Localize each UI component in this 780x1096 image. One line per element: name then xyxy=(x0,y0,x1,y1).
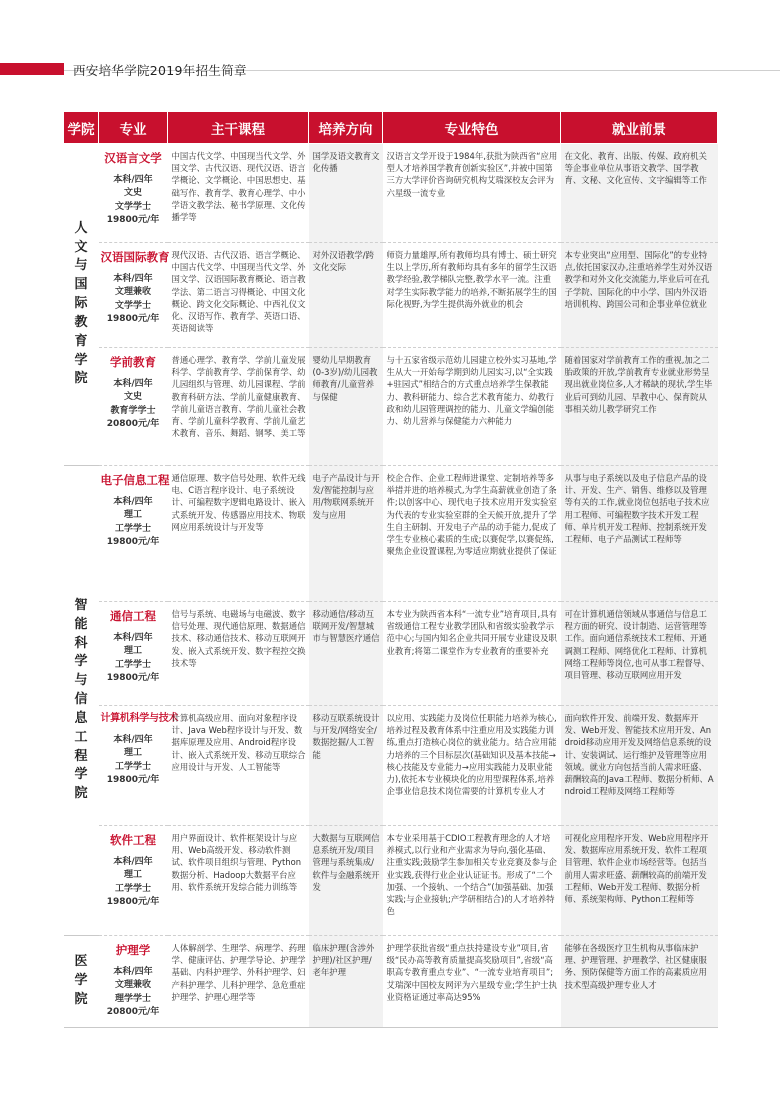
column-header-courses: 主干课程 xyxy=(168,112,309,144)
major-tuition: 19800元/年 xyxy=(106,673,160,684)
college-intelligent-science: 智 能 科 学 与 信 息 工 程 学 院 xyxy=(64,466,99,936)
direction-cell: 电子产品设计与开发/智能控制与应用/物联网系统开发与应用 xyxy=(309,466,383,602)
major-cell xyxy=(99,348,168,466)
major-name: 电子信息工程 xyxy=(100,473,170,487)
prospects-cell: 可在计算机通信领域从事通信与信息工程方面的研究、设计制造、运营管理等工作。面向通信系统技术工程师、开通调测工程师、网络优化工程师、计算机网络工程师等岗位,也可从事工程督导、项目管理、移动互联网应用开发 xyxy=(561,602,718,706)
major-duration: 本科/四年 xyxy=(113,734,153,745)
table-header-row xyxy=(64,112,718,144)
features-cell: 汉语言文学开设于1984年,获批为陕西省“应用型人才培养国学教育创新实验区”,并被中国第三方大学评价咨询研究机构艾瑞深校友会评为六星级一流专业 xyxy=(383,144,561,243)
major-cell xyxy=(99,706,179,826)
major-duration: 本科/四年 xyxy=(113,273,153,284)
major-duration: 本科/四年 xyxy=(113,378,153,389)
major-tuition: 19800元/年 xyxy=(106,215,160,226)
major-cell xyxy=(99,466,168,602)
table-row xyxy=(64,826,718,936)
header-accent-bar xyxy=(0,63,64,75)
major-degree: 文学学士 xyxy=(114,300,151,311)
prospects-cell: 本专业突出“应用型、国际化”的专业特点,依托国家汉办,注重培养学生对外汉语教学和对外文化交流能力,毕业后可在孔子学院、国际化的中小学、国内外汉语培训机构、跨国公司和企事业单位就业 xyxy=(561,243,718,348)
page-title: 西安培华学院2019年招生简章 xyxy=(73,63,247,78)
direction-cell: 对外汉语教学/跨文化交际 xyxy=(309,243,383,348)
direction-cell: 大数据与互联网信息系统开发/项目管理与系统集成/软件与金融系统开发 xyxy=(309,826,383,936)
prospects-cell: 从事与电子系统以及电子信息产品的设计、开发、生产、销售、维修以及管理等有关的工作,就业岗位包括电子技术应用工程师、可编程数字技术开发工程师、单片机开发工程师、控制系统开发工程师、电子产品测试工程师等 xyxy=(561,466,718,602)
prospects-cell: 能够在各级医疗卫生机构从事临床护理、护理管理、护理教学、社区健康服务、预防保健等方面工作的高素质应用技术型高级护理专业人才 xyxy=(561,936,718,1028)
major-cell xyxy=(99,602,168,706)
college-medicine: 医 学 院 xyxy=(64,936,99,1028)
table-row xyxy=(64,243,718,348)
table-row xyxy=(64,936,718,1028)
major-duration: 本科/四年 xyxy=(113,966,153,977)
major-name: 护理学 xyxy=(115,943,151,957)
courses-cell: 用户界面设计、软件框架设计与应用、Web高级开发、移动软件测试、软件项目组织与管理、Python数据分析、Hadoop大数据平台应用、软件系统开发综合能力训练等 xyxy=(168,826,309,936)
major-tuition: 19800元/年 xyxy=(106,537,160,548)
prospects-cell: 可视化应用程序开发、Web应用程序开发、数据库应用系统开发、软件工程项目管理、软件企业市场经营等。包括当前用人需求旺盛、薪酬较高的前端开发工程师、Web开发工程师、数据分析师、系统架构师、Python工程师等 xyxy=(561,826,718,936)
table-row xyxy=(64,602,718,706)
courses-cell: 人体解剖学、生理学、病理学、药理学、健康评估、护理学导论、护理学基础、内科护理学、外科护理学、妇产科护理学、儿科护理学、急危重症护理学、护理心理学等 xyxy=(168,936,309,1028)
major-degree: 文学学士 xyxy=(114,201,151,212)
major-duration: 本科/四年 xyxy=(113,174,153,185)
major-cell xyxy=(99,936,168,1028)
column-header-prospects: 就业前景 xyxy=(561,112,718,144)
features-cell: 与十五家省级示范幼儿园建立校外实习基地,学生从大一开始每学期到幼儿园实习,以“全实践+驻园式”相结合的方式重点培养学生保教能力、教科研能力、综合艺术教育能力、幼教行政和幼儿园管理调控的能力、儿童文学编创能力、幼儿营养与保健能力六种能力 xyxy=(383,348,561,466)
courses-cell: 通信原理、数字信号处理、软件无线电、C语言程序设计、电子系统设计、可编程数字逻辑电路设计、嵌入式系统开发、传感器应用技术、物联网应用系统设计与开发等 xyxy=(168,466,309,602)
courses-cell: 计算机高级应用、面向对象程序设计、Java Web程序设计与开发、数据库原理及应用、Android程序设计、嵌入式系统开发、移动互联综合应用设计与开发、人工智能等 xyxy=(168,706,309,826)
major-name: 计算机科学与技术 xyxy=(100,713,179,724)
major-category: 理工 xyxy=(123,646,142,657)
major-category: 文史 xyxy=(123,392,142,403)
features-cell: 师资力量雄厚,所有教师均具有博士、硕士研究生以上学历,所有教师均具有多年的留学生汉语教学经验,教学梯队完整,教学水平一流。注重对学生实际教学能力的培养,不断拓展学生的国际化视野,为学生提供海外就业的机会 xyxy=(383,243,561,348)
direction-cell: 临床护理(含涉外护理)/社区护理/老年护理 xyxy=(309,936,383,1028)
major-degree: 教育学学士 xyxy=(110,405,156,416)
table-row xyxy=(64,348,718,466)
college-humanities: 人 文 与 国 际 教 育 学 院 xyxy=(64,144,99,466)
features-cell: 以应用、实践能力及岗位任职能力培养为核心,培养过程及教育体系中注重应用及实践能力训练,重点打造核心岗位的就业能力。结合应用能力培养的三个目标层次(基础知识及基本技能→核心技能及专业能力→应用实践能力及职业能力),依托本专业模块化的应用型课程体系,培养企事业信息技术岗位需要的计算机专业人才 xyxy=(383,706,561,826)
column-header-major: 专业 xyxy=(99,112,168,144)
major-duration: 本科/四年 xyxy=(113,496,153,507)
major-degree: 工学学士 xyxy=(114,523,151,534)
major-cell xyxy=(99,826,168,936)
prospects-cell: 随着国家对学前教育工作的重视,加之二胎政策的开放,学前教育专业就业形势呈现出就业岗位多,人才稀缺的现状,学生毕业后可到幼儿园、早教中心、保育院从事相关幼儿教学研究工作 xyxy=(561,348,718,466)
major-name: 通信工程 xyxy=(110,609,156,623)
courses-cell: 普通心理学、教育学、学前儿童发展科学、学前教育学、学前保育学、幼儿园组织与管理、幼儿园课程、学前教育科研方法、学前儿童健康教育、学前儿童语言教育、学前儿童社会教育、学前儿童科学教育、学前儿童艺术教育、音乐、舞蹈、钢琴、美工等 xyxy=(168,348,309,466)
majors-table xyxy=(63,111,718,1028)
major-name: 学前教育 xyxy=(110,355,156,369)
courses-cell: 中国古代文学、中国现当代文学、外国文学、古代汉语、现代汉语、语言学概论、文学概论、中国思想史、基础写作、教育学、教育心理学、中小学语文教学法、秘书学原理、文化传播学等 xyxy=(168,144,309,243)
major-tuition: 19800元/年 xyxy=(106,897,160,908)
table-row xyxy=(64,144,718,243)
direction-cell: 移动通信/移动互联网开发/智慧城市与智慧医疗通信 xyxy=(309,602,383,706)
features-cell: 校企合作、企业工程师进课堂、定制培养等多举措并进的培养模式,为学生高薪就业创造了条件;以创客中心、现代电子技术应用开发实验室为代表的专业实验室群的全天候开放,提升了学生自主研制、开发电子产品的动手能力,促成了学生专业核心素质的生成;以赛促学,以赛促练,聚焦企业设置课程,为零适应期就业提供了保证 xyxy=(383,466,561,602)
major-degree: 工学学士 xyxy=(114,659,151,670)
major-cell xyxy=(99,144,168,243)
major-tuition: 20800元/年 xyxy=(106,1007,160,1018)
major-category: 文史 xyxy=(123,188,142,199)
major-category: 理工 xyxy=(123,510,142,521)
major-category: 理工 xyxy=(123,748,142,758)
column-header-direction: 培养方向 xyxy=(309,112,383,144)
major-tuition: 20800元/年 xyxy=(106,419,160,430)
major-category: 理工 xyxy=(123,870,142,881)
major-tuition: 19800元/年 xyxy=(106,775,160,785)
major-cell xyxy=(99,243,168,348)
major-name: 汉语国际教育 xyxy=(100,250,170,264)
major-degree: 工学学士 xyxy=(114,883,151,894)
major-category: 文理兼收 xyxy=(114,980,151,991)
major-name: 汉语言文学 xyxy=(104,151,162,165)
direction-cell: 国学及语文教育文化传播 xyxy=(309,144,383,243)
table-row xyxy=(64,466,718,602)
major-duration: 本科/四年 xyxy=(113,632,153,643)
courses-cell: 信号与系统、电磁场与电磁波、数字信号处理、现代通信原理、数据通信技术、移动通信技术、移动互联网开发、嵌入式系统开发、数字程控交换技术等 xyxy=(168,602,309,706)
major-name: 软件工程 xyxy=(110,833,156,847)
table-row xyxy=(64,706,718,826)
courses-cell: 现代汉语、古代汉语、语言学概论、中国古代文学、中国现当代文学、外国文学、汉语国际教育概论、语言教学法、第二语言习得概论、中国文化概论、跨文化交际概论、中西礼仪文化、汉语写作、教育学、英语口语、英语阅读等 xyxy=(168,243,309,348)
major-tuition: 19800元/年 xyxy=(106,314,160,325)
major-duration: 本科/四年 xyxy=(113,856,153,867)
prospects-cell: 面向软件开发、前端开发、数据库开发、Web开发、智能技术应用开发、Android移动应用开发及网络信息系统的设计、安装调试、运行维护及管理等应用领域。就业方向包括当前人需求旺盛、薪酬较高的Java工程师、数据分析师、Android工程师及网络工程师等 xyxy=(561,706,718,826)
features-cell: 本专业采用基于CDIO工程教育理念的人才培养模式,以行业和产业需求为导向,强化基础、注重实践;鼓励学生参加相关专业竞赛及参与企业实践,获得行业企业认证证书。形成了“二个加强、一个接轨、一个结合”(加强基础、加强实践;与企业接轨;产学研相结合)的人才培养特色 xyxy=(383,826,561,936)
major-degree: 理学学士 xyxy=(114,993,151,1004)
prospects-cell: 在文化、教育、出版、传媒、政府机关等企事业单位从事语文教学、国学教育、文秘、文化宣传、文字编辑等工作 xyxy=(561,144,718,243)
direction-cell: 婴幼儿早期教育(0-3岁)/幼儿园教师教育/儿童营养与保健 xyxy=(309,348,383,466)
column-header-college: 学院 xyxy=(64,112,99,144)
features-cell: 护理学获批省级“重点扶持建设专业”项目,省级“民办高等教育质量提高奖励项目”,省级“高职高专教育重点专业”、“一流专业培育项目”;艾瑞深中国校友网评为六星级专业;学生护士执业资格证通过率高达95% xyxy=(383,936,561,1028)
column-header-features: 专业特色 xyxy=(383,112,561,144)
direction-cell: 移动互联系统设计与开发/网络安全/数据挖掘/人工智能 xyxy=(309,706,383,826)
major-category: 文理兼收 xyxy=(114,287,151,298)
features-cell: 本专业为陕西省本科“一流专业”培育项目,具有省级通信工程专业教学团队和省级实验教学示范中心;与国内知名企业共同开展专业建设及职业教育;将第二课堂作为专业教育的重要补充 xyxy=(383,602,561,706)
major-degree: 工学学士 xyxy=(114,761,151,772)
